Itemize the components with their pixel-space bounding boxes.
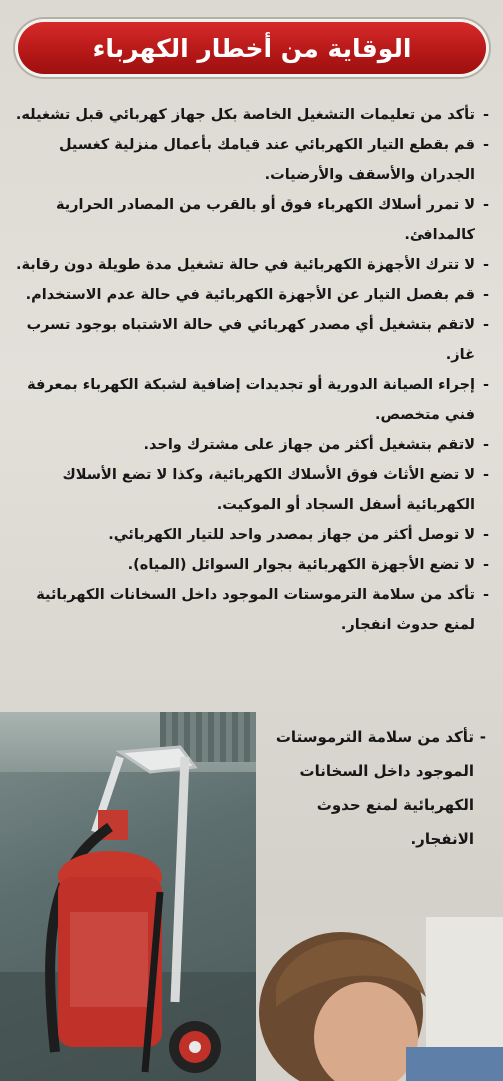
bullet-dash: -	[482, 587, 489, 603]
tip-item	[4, 310, 489, 370]
tip-item	[4, 280, 489, 310]
fire-extinguisher-icon	[0, 712, 256, 1081]
tip-item	[4, 250, 489, 280]
side-tip-text: تأكد من سلامة الترموستات الموجود داخل السخانات الكهربائية لمنع حدوث الانفجار.	[275, 728, 474, 848]
tip-item	[4, 130, 489, 190]
bullet-dash: -	[482, 317, 489, 333]
bullet-dash: -	[482, 137, 489, 153]
tip-text: لا تضع الأثاث فوق الأسلاك الكهربائية، وكذا لا تضع الأسلاك الكهربائية أسفل السجاد أو الموكيت.	[62, 467, 475, 513]
tip-item	[4, 580, 489, 640]
tip-text: لا تترك الأجهزة الكهربائية في حالة تشغيل مدة طويلة دون رقابة.	[15, 257, 475, 273]
tip-text: لا توصل أكثر من جهاز بمصدر واحد للتيار الكهربائي.	[108, 527, 475, 543]
tip-item	[4, 460, 489, 520]
person-image-icon	[256, 917, 503, 1081]
bullet-dash: -	[482, 527, 489, 543]
tip-item	[4, 190, 489, 250]
title-banner	[18, 22, 486, 74]
bullet-dash: -	[482, 257, 489, 273]
side-tip-block	[262, 720, 488, 856]
tip-item	[4, 550, 489, 580]
tip-item	[4, 430, 489, 460]
page-title: الوقاية من أخطار الكهرباء	[92, 33, 412, 63]
tip-text: تأكد من تعليمات التشغيل الخاصة بكل جهاز كهربائي قبل تشغيله.	[15, 107, 475, 123]
tip-text: تأكد من سلامة الترموستات الموجود داخل السخانات الكهربائية لمنع حدوث انفجار.	[36, 587, 475, 633]
tip-text: لا تمرر أسلاك الكهرباء فوق أو بالقرب من المصادر الحرارية كالمدافئ.	[55, 197, 475, 243]
bullet-dash: -	[482, 467, 489, 483]
bottom-section	[0, 712, 503, 1081]
person-photo	[256, 917, 503, 1081]
side-tip-item	[262, 720, 488, 856]
safety-tips-list	[4, 100, 489, 640]
tip-text: قم بفصل التيار عن الأجهزة الكهربائية في حالة عدم الاستخدام.	[25, 287, 475, 303]
tip-item	[4, 520, 489, 550]
bullet-dash: -	[479, 728, 488, 746]
bullet-dash: -	[482, 377, 489, 393]
tip-item	[4, 100, 489, 130]
fire-extinguisher-photo	[0, 712, 256, 1081]
bullet-dash: -	[482, 437, 489, 453]
tip-text: قم بقطع التيار الكهربائي عند قيامك بأعمال منزلية كغسيل الجدران والأسقف والأرضيات.	[58, 137, 475, 183]
bullet-dash: -	[482, 557, 489, 573]
bullet-dash: -	[482, 287, 489, 303]
bullet-dash: -	[482, 107, 489, 123]
tip-text: لاتقم بتشغيل أي مصدر كهربائي في حالة الاشتباه بوجود تسرب غاز.	[26, 317, 475, 363]
bullet-dash: -	[482, 197, 489, 213]
tip-text: إجراء الصيانة الدورية أو تجديدات إضافية لشبكة الكهرباء بمعرفة فني متخصص.	[27, 377, 475, 423]
tip-text: لا تضع الأجهزة الكهربائية بجوار السوائل (المياه).	[127, 557, 475, 573]
tip-text: لاتقم بتشغيل أكثر من جهاز على مشترك واحد.	[143, 437, 475, 453]
tip-item	[4, 370, 489, 430]
